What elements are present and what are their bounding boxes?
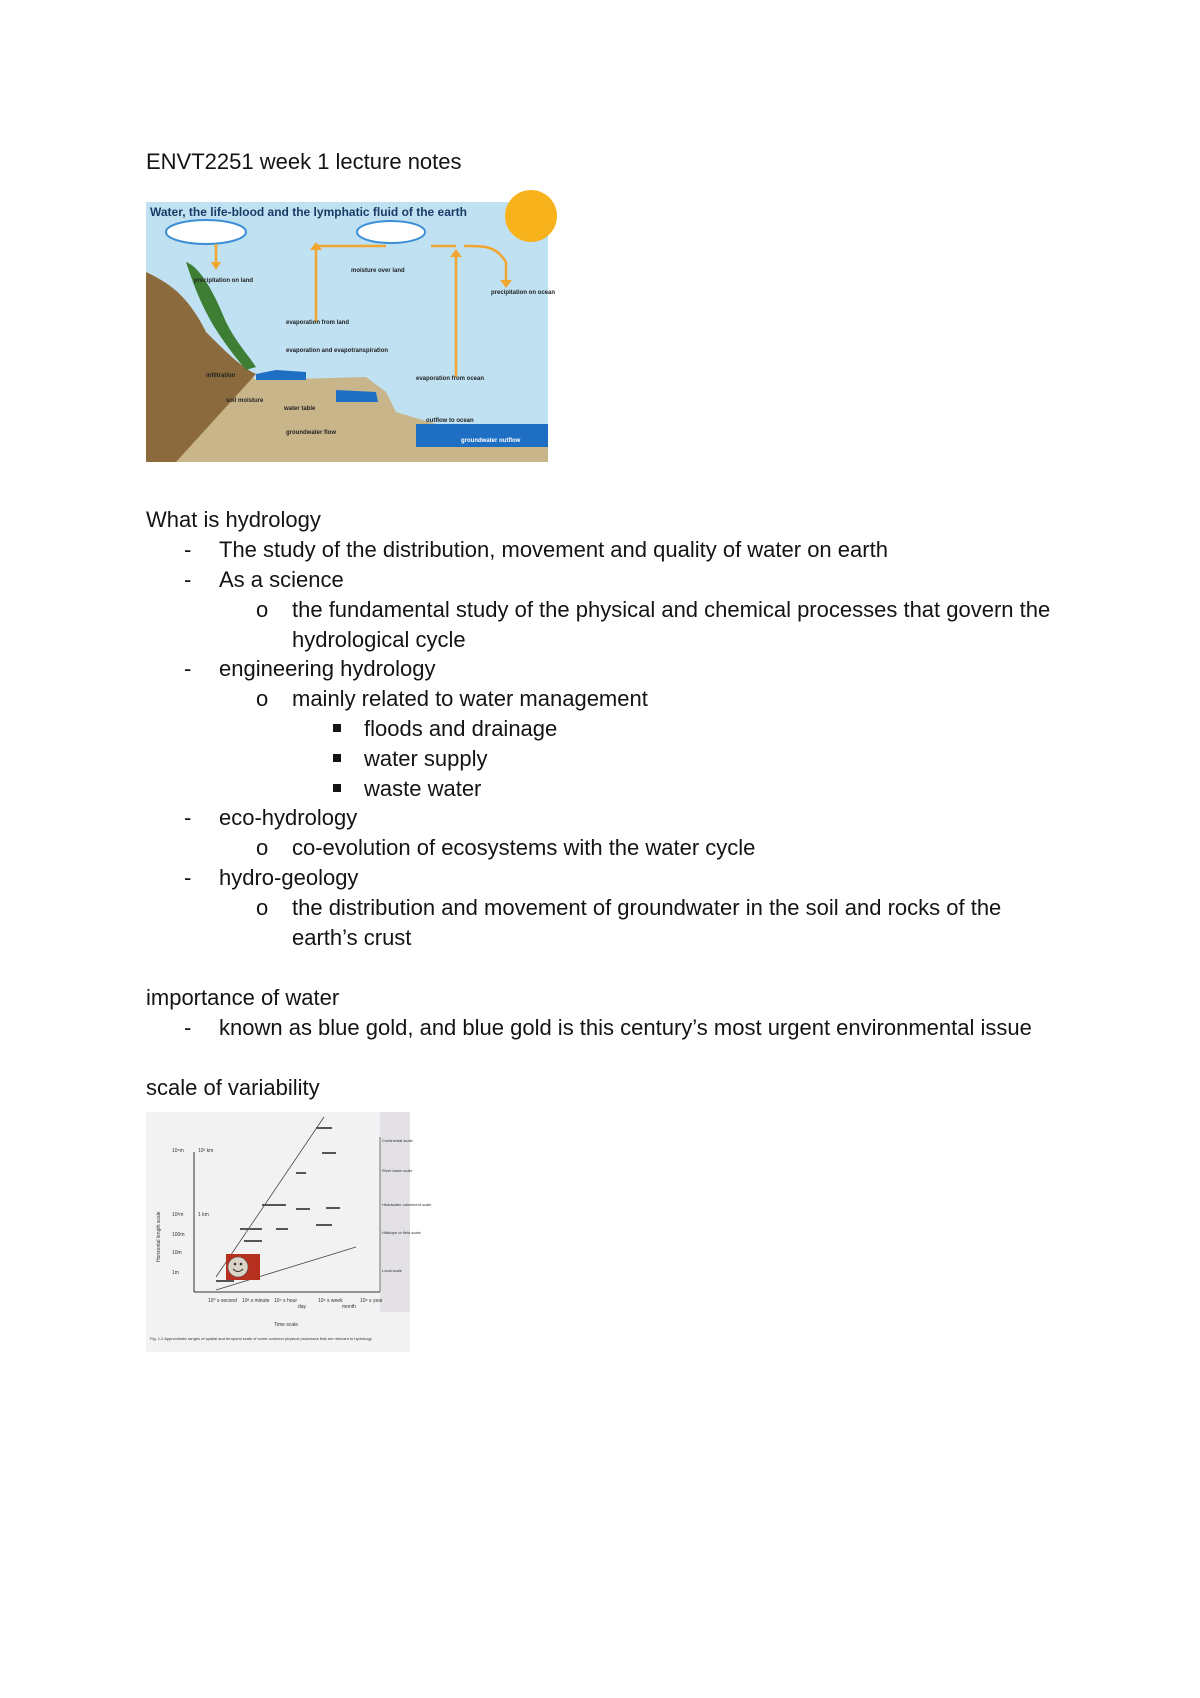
label-outflow: outflow to ocean: [426, 418, 474, 424]
section-heading-scale: scale of variability: [146, 1075, 320, 1100]
right-scale-label: Headwater catchment scale: [382, 1202, 432, 1207]
bullet-engineering: engineering hydrology: [219, 656, 436, 681]
item-water-supply: water supply: [364, 746, 488, 771]
label-gw-flow: groundwater flow: [286, 430, 336, 436]
circle-marker: o: [256, 835, 269, 860]
x-tick: month: [342, 1304, 356, 1310]
x-tick: 10² s minute: [242, 1298, 270, 1304]
circle-marker: o: [256, 686, 269, 711]
y-tick: 1m: [172, 1270, 179, 1276]
y-tick: 10³m: [172, 1212, 184, 1218]
section-heading-importance: importance of water: [146, 985, 340, 1010]
x-tick: day: [298, 1304, 307, 1310]
item-waste-water: waste water: [364, 776, 482, 801]
square-marker: [333, 784, 341, 792]
bullet-eco-hydrology: eco-hydrology: [219, 805, 358, 830]
dash-marker: -: [184, 567, 192, 592]
label-soil-moisture: soil moisture: [226, 398, 264, 404]
right-scale-label: Continental scale: [382, 1138, 413, 1143]
bullet-blue-gold: known as blue gold, and blue gold is this century’s most urgent environmental issue: [219, 1015, 1032, 1040]
water-cycle-figure: [146, 202, 556, 462]
bullet-study: The study of the distribution, movement and quality of water on earth: [219, 537, 888, 562]
square-marker: [333, 724, 341, 732]
item-floods: floods and drainage: [364, 716, 558, 741]
y-axis-label: Horizontal length scale: [156, 1211, 162, 1262]
sun-icon: [505, 190, 557, 242]
x-tick: 10⁸ s year: [360, 1298, 383, 1304]
subbullet-groundwater-cont: earth’s crust: [292, 925, 412, 950]
smiley-icon: [228, 1257, 248, 1277]
x-axis-label: Time scale: [274, 1322, 298, 1328]
document-title: ENVT2251 week 1 lecture notes: [146, 149, 462, 174]
y-tick-km: 10³ km: [198, 1148, 214, 1154]
x-tick: 10⁶ s week: [318, 1298, 343, 1304]
label-evap-land: evaporation from land: [286, 320, 350, 326]
label-evap-ocean: evaporation from ocean: [416, 376, 485, 382]
river: [336, 390, 378, 402]
scale-diagram: [146, 1112, 432, 1352]
figure1-title: Water, the life-blood and the lymphatic fluid of the earth: [150, 205, 467, 219]
circle-marker: o: [256, 597, 269, 622]
water-cycle-diagram: [146, 202, 556, 462]
scale-variability-figure: [146, 1112, 432, 1352]
subbullet-water-management: mainly related to water management: [292, 686, 648, 711]
label-gw-outflow: groundwater outflow: [461, 438, 521, 444]
label-moisture-over-land: moisture over land: [351, 268, 405, 274]
circle-marker: o: [256, 895, 269, 920]
square-marker: [333, 754, 341, 762]
subbullet-fundamental-cont: hydrological cycle: [292, 627, 466, 652]
right-scale-label: Local scale: [382, 1268, 403, 1273]
bullet-science: As a science: [219, 567, 344, 592]
y-tick-km: 1 km: [198, 1212, 209, 1218]
label-evap-trans: evaporation and evapotranspiration: [286, 348, 389, 354]
figure2-caption: Fig. 1.2 Approximate ranges of spatial and temporal scale of some common physical processes that are relevant to hydrology.: [150, 1336, 373, 1341]
label-water-table: water table: [284, 406, 316, 412]
dash-marker: -: [184, 805, 192, 830]
right-scale-label: River basin scale: [382, 1168, 413, 1173]
dash-marker: -: [184, 537, 192, 562]
subbullet-fundamental: the fundamental study of the physical and chemical processes that govern the: [292, 597, 1051, 622]
subbullet-groundwater: the distribution and movement of groundwater in the soil and rocks of the: [292, 895, 1002, 920]
y-tick: 10⁶m: [172, 1148, 184, 1154]
label-precip-land: precipitation on land: [194, 278, 254, 284]
bullet-hydro-geology: hydro-geology: [219, 865, 359, 890]
x-tick: 10⁴ s hour: [274, 1298, 297, 1304]
dash-marker: -: [184, 865, 192, 890]
label-precip-ocean: precipitation on ocean: [491, 290, 556, 296]
dash-marker: -: [184, 656, 192, 681]
x-tick: 10⁰ s second: [208, 1298, 237, 1304]
section-heading-hydrology: What is hydrology: [146, 507, 321, 532]
right-scale-label: Hillslope or field scale: [382, 1230, 421, 1235]
y-tick: 100m: [172, 1232, 185, 1238]
subbullet-coevolution: co-evolution of ecosystems with the water cycle: [292, 835, 756, 860]
label-infiltration: infiltration: [206, 373, 236, 379]
dash-marker: -: [184, 1015, 192, 1040]
y-tick: 10m: [172, 1250, 182, 1256]
